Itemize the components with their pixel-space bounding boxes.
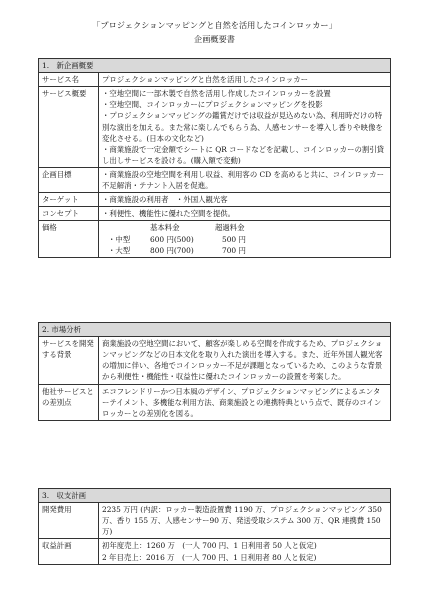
- differentiation-text: エコフレンドリーかつ日本風のデザイン、プロジェクションマッピングによるエンターテイメント、多機能な利用方法、商業施設との連携特典という点で、既存のコインロッカーとの差別化を図る。: [99, 384, 391, 420]
- price-size: ・中型: [108, 234, 131, 244]
- section-3-table: [38, 488, 391, 565]
- price-size: ・大型: [108, 245, 131, 255]
- service-name-label: サービス名: [39, 73, 99, 87]
- price-excess: 500 円: [222, 234, 246, 244]
- price-basic: 800 円(700): [150, 245, 194, 255]
- section-2-heading: 2. 市場分析: [39, 323, 391, 337]
- concept-label: コンセプト: [39, 207, 99, 221]
- goal-label: 企画目標: [39, 167, 99, 192]
- price-excess-header: 超過料金: [215, 223, 245, 233]
- price-row: [102, 234, 387, 245]
- section-2-table: [38, 322, 391, 421]
- document-title: 「プロジェクションマッピングと自然を活用したコインロッカー」: [92, 20, 337, 30]
- revenue-plan-value: [99, 539, 391, 564]
- price-row: [102, 245, 387, 256]
- price-header: [102, 222, 387, 233]
- background-label: サービスを開発する背景: [39, 337, 99, 384]
- overview-point: ・空地空間、コインロッカーにプロジェクションマッピングを投影: [102, 100, 323, 110]
- section-1-table: [38, 58, 391, 258]
- concept-value: ・利便性、機能性に優れた空間を提供。: [99, 207, 391, 221]
- document-subtitle: 企画概要書: [194, 34, 235, 44]
- price-value: [99, 221, 391, 257]
- service-name-value: プロジェクションマッピングと自然を活用したコインロッカー: [99, 73, 391, 87]
- differentiation-label: 他社サービスとの差別点: [39, 384, 99, 420]
- service-overview-label: サービス概要: [39, 87, 99, 168]
- section-3-heading: 3. 収支計画: [39, 489, 391, 503]
- background-text: 商業施設の空地空間において、顧客が楽しめる空間を作成するため、プロジェクションマッピングなどの日本文化を取り入れた演出を導入する。また、近年外国人観光客の増加に伴い、各地でコインロッカー不足が課題となっているため、このような背景から利便性・機能性・収益性に優れたコインロッカーの設置を考案した。: [99, 337, 391, 384]
- overview-point: ・商業施設で一定金額でシートに QR コードなどを記載し、コインロッカーの割引貸し出しサービスを設ける。(購入額で変動): [102, 144, 385, 165]
- price-excess: 700 円: [222, 245, 246, 255]
- goal-value: ・商業施設の空地空間を利用し収益、利用客の CD を高めると共に、コインロッカー不足解消・テナント入居を促進。: [99, 167, 391, 192]
- revenue-line: 2 年目売上：2016 万 (一人 700 円、1 日利用者 80 人と仮定): [102, 552, 317, 562]
- target-value: ・商業施設の利用者 ・外国人観光客: [99, 193, 391, 207]
- price-basic: 600 円(500): [150, 234, 194, 244]
- overview-point: ・空地空間に一部木製で自然を活用し作成したコインロッカーを設置: [102, 89, 331, 99]
- target-label: ターゲット: [39, 193, 99, 207]
- price-label: 価格: [39, 221, 99, 257]
- revenue-plan-label: 収益計画: [39, 539, 99, 564]
- development-cost-text: 2235 万円 (内訳：ロッカー製造設置費 1190 万、プロジェクションマッピング 350 万、香り 155 万、人感センサー90 万、発送受取システム 300 万、QR 連携費 150 万): [99, 503, 391, 539]
- overview-point: ・プロジェクションマッピングの鑑賞だけでは収益が見込めない為、利用時だけの特別な演出を加える。また常に楽しんでもらう為、人感センサーを導入し香りや映像を変化させる。(日本の文化など): [102, 111, 383, 143]
- price-basic-header: 基本料金: [150, 223, 180, 233]
- development-cost-label: 開発費用: [39, 503, 99, 539]
- section-1-heading: 1. 新企画概要: [39, 59, 391, 73]
- revenue-line: 初年度売上：1260 万 (一人 700 円、1 日利用者 50 人と仮定): [102, 541, 317, 551]
- service-overview-value: [99, 87, 391, 168]
